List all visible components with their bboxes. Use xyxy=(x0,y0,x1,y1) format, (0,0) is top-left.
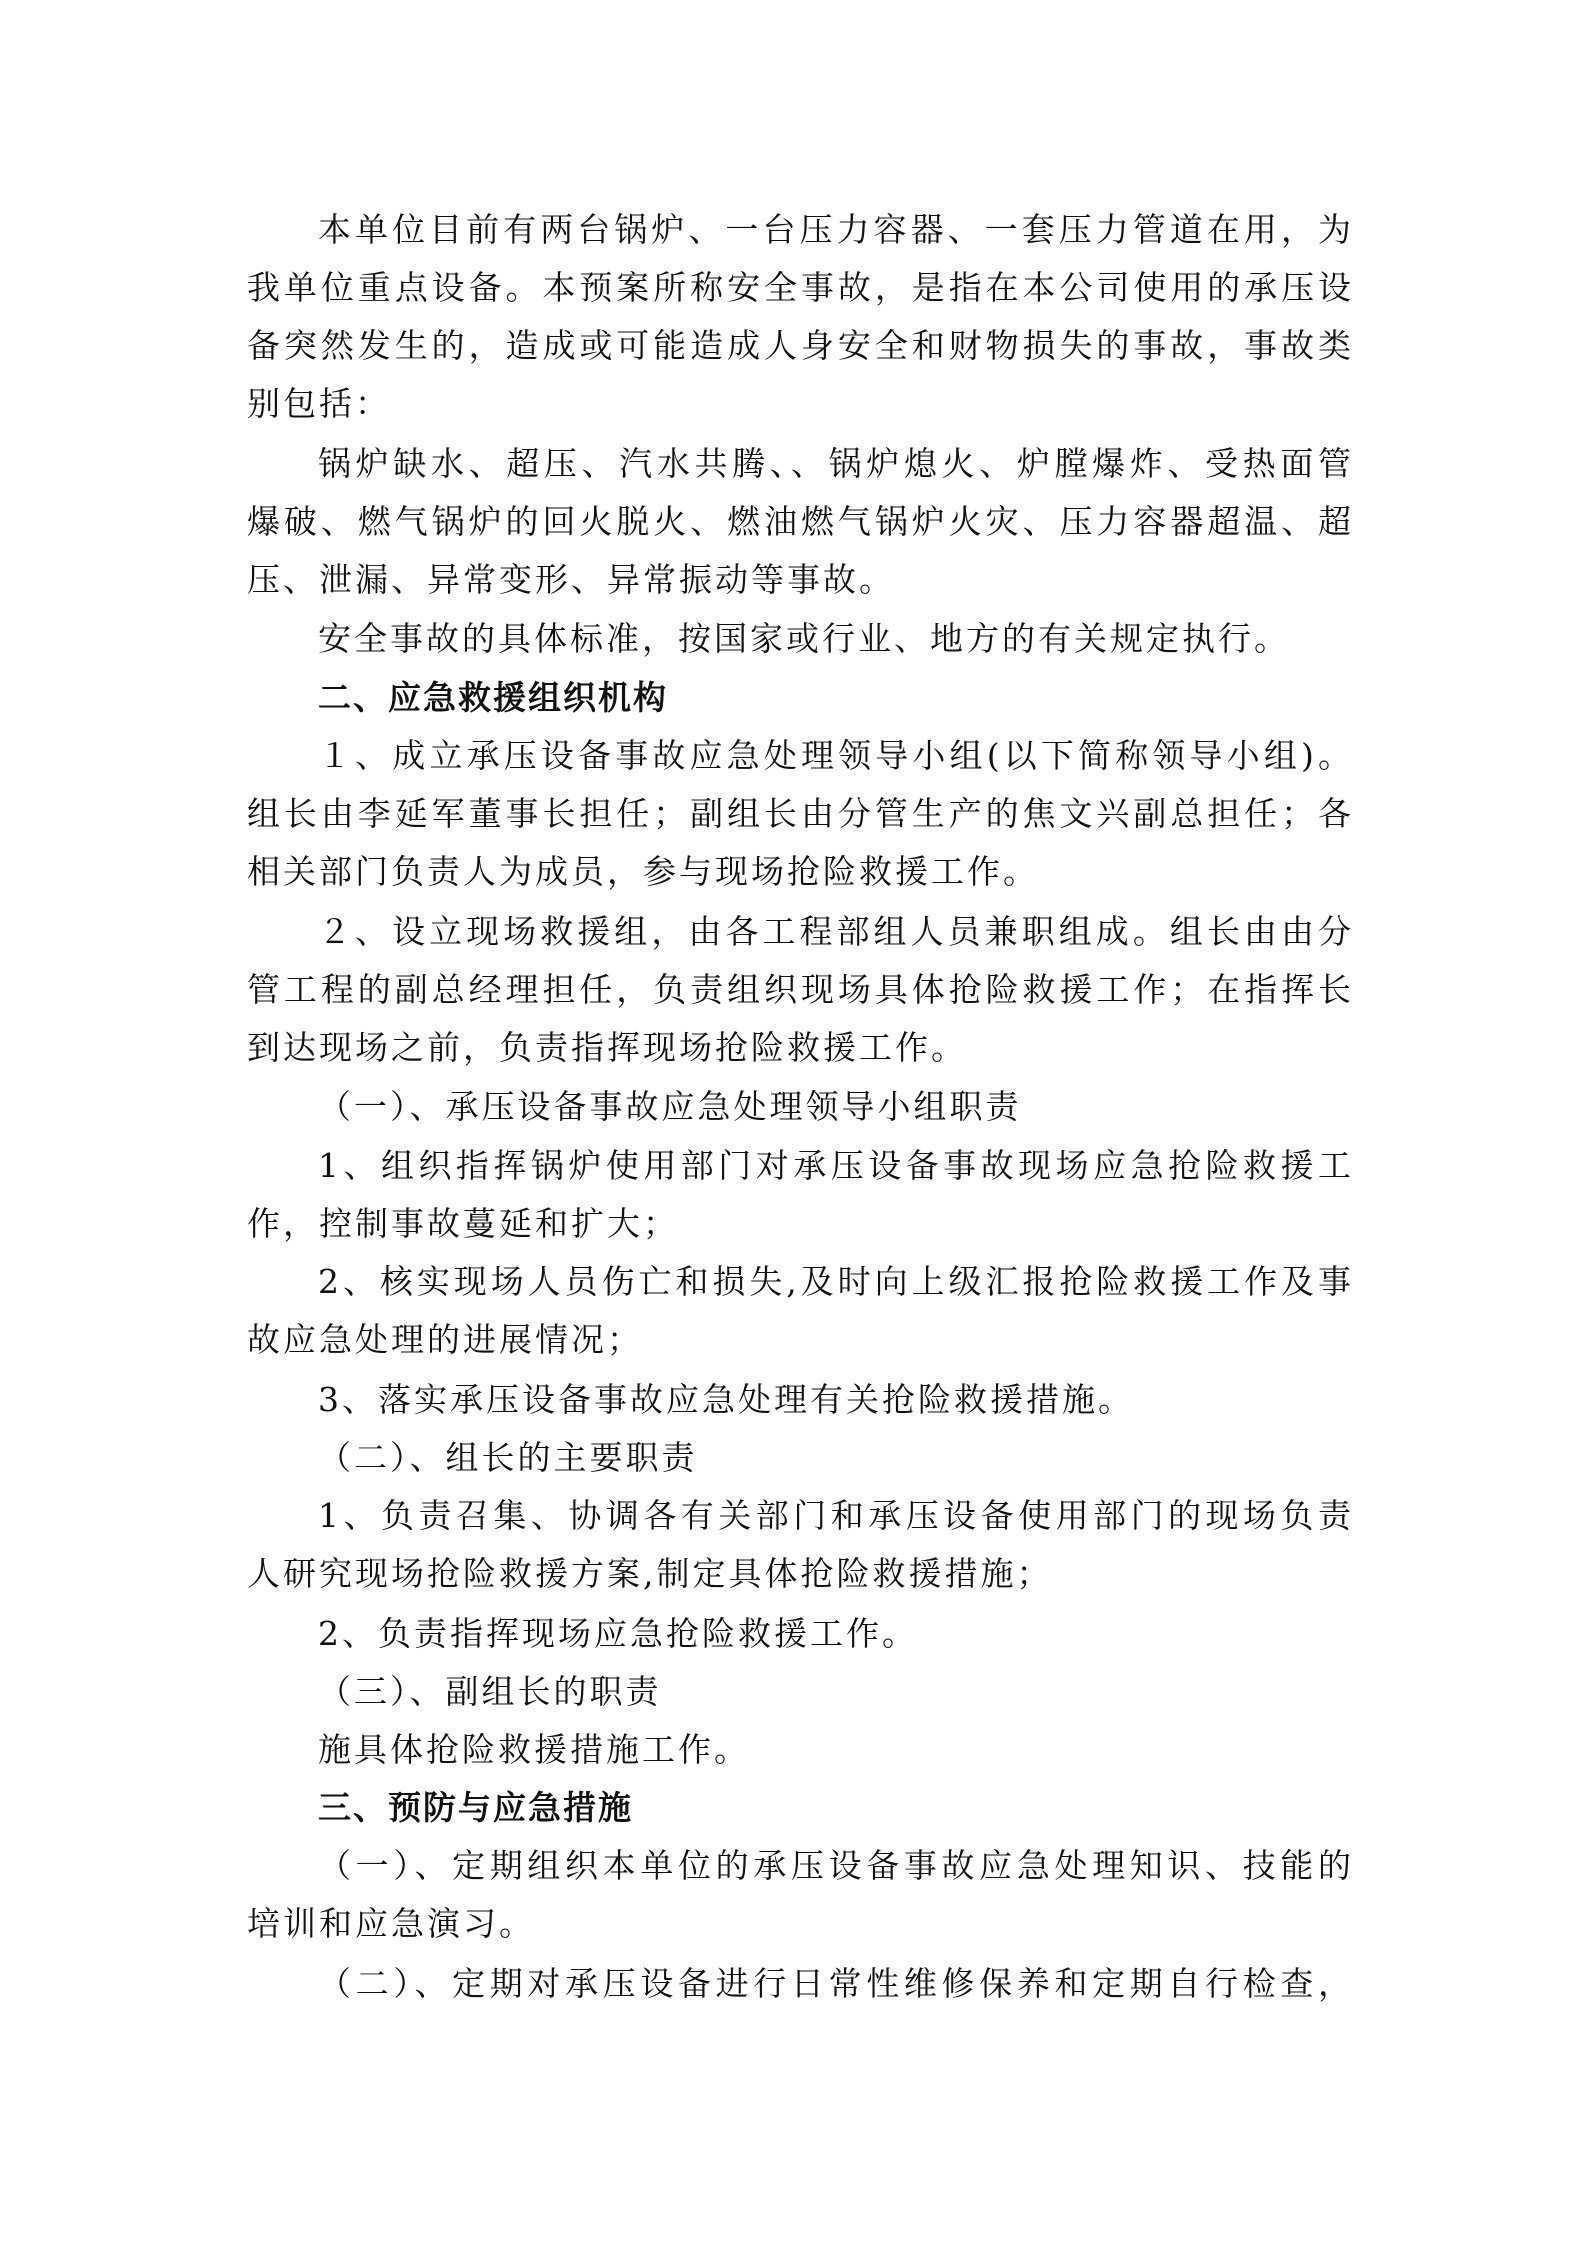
paragraph-line: 相关部门负责人为成员，参与现场抢险救援工作。 xyxy=(247,852,1039,891)
paragraph-line: 培训和应急演习。 xyxy=(247,1904,535,1943)
paragraph-line: 作，控制事故蔓延和扩大； xyxy=(247,1204,679,1243)
paragraph-line: 压、泄漏、异常变形、异常振动等事故。 xyxy=(247,560,895,599)
paragraph-line: （二）、定期对承压设备进行日常性维修保养和定期自行检查， xyxy=(318,1964,1351,2003)
paragraph-line: 本单位目前有两台锅炉、一台压力容器、一套压力管道在用，为 xyxy=(318,210,1351,249)
paragraph-line: 2、负责指挥现场应急抢险救援工作。 xyxy=(318,1614,918,1653)
paragraph-line: 1、组织指挥锅炉使用部门对承压设备事故现场应急抢险救援工 xyxy=(318,1146,1351,1185)
paragraph-line: 管工程的副总经理担任，负责组织现场具体抢险救援工作；在指挥长 xyxy=(247,970,1351,1009)
paragraph-line: 组长由李延军董事长担任；副组长由分管生产的焦文兴副总担任；各 xyxy=(247,794,1351,833)
paragraph-line: 安全事故的具体标准，按国家或行业、地方的有关规定执行。 xyxy=(318,619,1290,658)
paragraph-line: 2、核实现场人员伤亡和损失,及时向上级汇报抢险救援工作及事 xyxy=(318,1262,1351,1301)
paragraph-line: （一）、定期组织本单位的承压设备事故应急处理知识、技能的 xyxy=(318,1846,1351,1885)
subsection-heading: （三）、副组长的职责 xyxy=(318,1672,662,1711)
paragraph-line: 人研究现场抢险救援方案,制定具体抢险救援措施； xyxy=(247,1554,1053,1593)
paragraph-line: 锅炉缺水、超压、汽水共腾、、锅炉熄火、炉膛爆炸、受热面管 xyxy=(318,444,1351,483)
paragraph-line: １、成立承压设备事故应急处理领导小组(以下简称领导小组)。 xyxy=(318,736,1351,775)
section-heading: 三、预防与应急措施 xyxy=(318,1788,633,1827)
paragraph-line: 故应急处理的进展情况； xyxy=(247,1320,643,1359)
subsection-heading: （二）、组长的主要职责 xyxy=(318,1438,698,1477)
paragraph-line: 备突然发生的，造成或可能造成人身安全和财物损失的事故，事故类 xyxy=(247,326,1351,365)
paragraph-line: 3、落实承压设备事故应急处理有关抢险救援措施。 xyxy=(318,1380,1134,1419)
paragraph-line: ２、设立现场救援组，由各工程部组人员兼职组成。组长由由分 xyxy=(318,912,1351,951)
paragraph-line: 施具体抢险救援措施工作。 xyxy=(318,1730,750,1769)
paragraph-line: 到达现场之前，负责指挥现场抢险救援工作。 xyxy=(247,1028,967,1067)
paragraph-line: 别包括： xyxy=(247,384,391,423)
subsection-heading: （一）、承压设备事故应急处理领导小组职责 xyxy=(318,1087,1022,1126)
paragraph-line: 1、负责召集、协调各有关部门和承压设备使用部门的现场负责 xyxy=(318,1496,1351,1535)
section-heading: 二、应急救援组织机构 xyxy=(318,678,668,717)
paragraph-line: 我单位重点设备。本预案所称安全事故，是指在本公司使用的承压设 xyxy=(247,268,1351,307)
paragraph-line: 爆破、燃气锅炉的回火脱火、燃油燃气锅炉火灾、压力容器超温、超 xyxy=(247,502,1351,541)
